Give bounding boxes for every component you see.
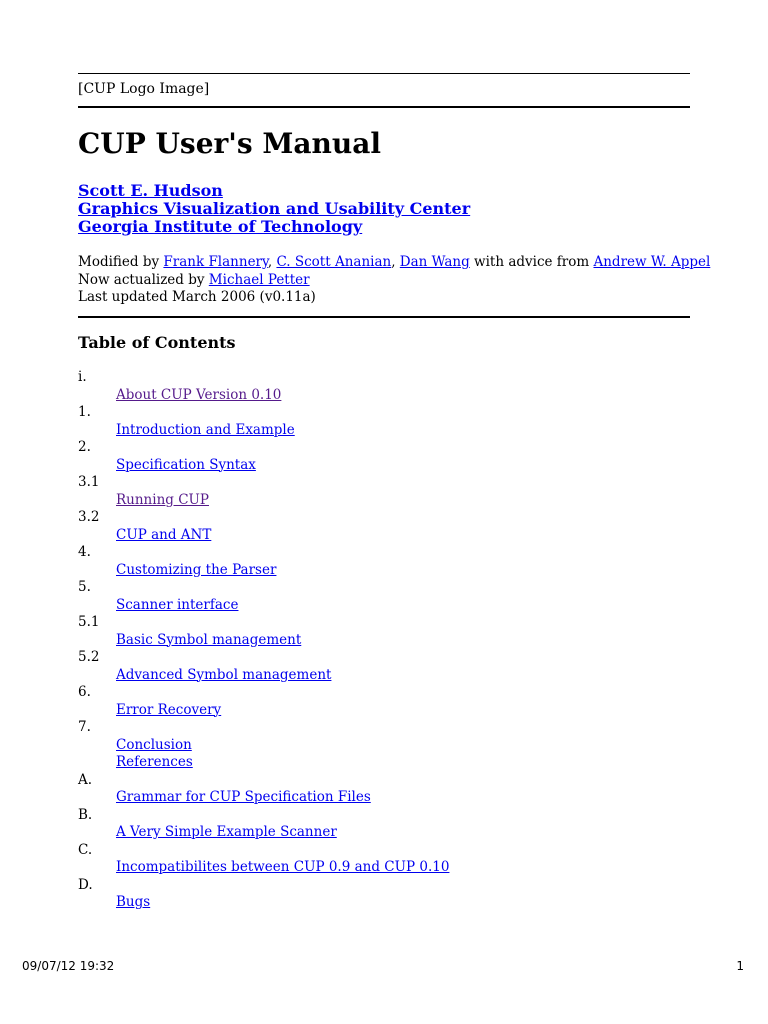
toc-number: 2. [78, 439, 91, 455]
toc-link-scanner-interface[interactable]: Scanner interface [116, 596, 239, 613]
toc-number: 4. [78, 544, 91, 560]
toc-divider [78, 316, 690, 318]
separator: , [267, 254, 277, 270]
toc-number: 6. [78, 684, 91, 700]
toc-number: B. [78, 806, 93, 823]
advice-label: with advice from [469, 254, 594, 270]
page-title: CUP User's Manual [78, 127, 381, 160]
toc-link-running-cup[interactable]: Running CUP [116, 491, 209, 508]
advisor-link-appel[interactable]: Andrew W. Appel [593, 254, 711, 270]
toc-link-customizing[interactable]: Customizing the Parser [116, 561, 277, 578]
actualized-by-line [78, 272, 710, 290]
actualized-by-label: Now actualized by [78, 271, 209, 288]
page-number: 1 [736, 959, 744, 973]
header-divider [78, 106, 690, 108]
center-link[interactable]: Graphics Visualization and Usability Center [78, 199, 471, 218]
modified-by-label: Modified by [78, 254, 164, 270]
toc-link-references[interactable]: References [116, 754, 193, 770]
toc-link-cup-ant[interactable]: CUP and ANT [116, 526, 212, 543]
toc-number: 3.1 [78, 474, 100, 490]
toc-number: 5.1 [78, 614, 100, 630]
author-block [78, 182, 470, 236]
top-divider [78, 73, 690, 74]
modifier-link-ananian[interactable]: C. Scott Ananian [276, 254, 392, 270]
toc-link-example-scanner[interactable]: A Very Simple Example Scanner [116, 824, 337, 840]
toc-number: 1. [78, 404, 91, 420]
table-of-contents [78, 369, 690, 912]
actualizer-link-petter[interactable]: Michael Petter [208, 271, 310, 288]
print-timestamp: 09/07/12 19:32 [22, 959, 115, 973]
modifier-link-wang[interactable]: Dan Wang [399, 254, 470, 270]
author-link[interactable]: Scott E. Hudson [78, 181, 223, 200]
institute-link[interactable]: Georgia Institute of Technology [78, 217, 363, 236]
revision-info [78, 254, 710, 307]
toc-number: i. [78, 369, 87, 385]
toc-link-advanced-symbol[interactable]: Advanced Symbol management [116, 666, 332, 683]
toc-number: 7. [78, 719, 91, 735]
toc-link-basic-symbol[interactable]: Basic Symbol management [116, 631, 302, 648]
toc-heading: Table of Contents [78, 333, 236, 352]
toc-link-spec-syntax[interactable]: Specification Syntax [116, 456, 256, 473]
toc-link-grammar[interactable]: Grammar for CUP Specification Files [116, 789, 371, 805]
toc-link-error-recovery[interactable]: Error Recovery [116, 701, 222, 718]
logo-placeholder: [CUP Logo Image] [78, 81, 210, 97]
modifier-link-flannery[interactable]: Frank Flannery [163, 254, 268, 270]
separator: , [391, 254, 400, 270]
toc-number: 3.2 [78, 509, 100, 525]
toc-number: C. [78, 841, 93, 858]
toc-link-incompatibilities[interactable]: Incompatibilites between CUP 0.9 and CUP 0.10 [116, 859, 450, 875]
toc-number: D. [78, 876, 93, 893]
toc-link-bugs[interactable]: Bugs [116, 894, 151, 910]
toc-number: 5. [78, 579, 91, 595]
toc-link-conclusion[interactable]: Conclusion [116, 736, 192, 753]
toc-link-about[interactable]: About CUP Version 0.10 [116, 386, 282, 403]
modified-by-line [78, 254, 710, 272]
toc-number: A. [78, 771, 93, 788]
toc-number: 5.2 [78, 649, 100, 665]
last-updated: Last updated March 2006 (v0.11a) [78, 289, 316, 305]
toc-link-intro[interactable]: Introduction and Example [116, 421, 295, 438]
